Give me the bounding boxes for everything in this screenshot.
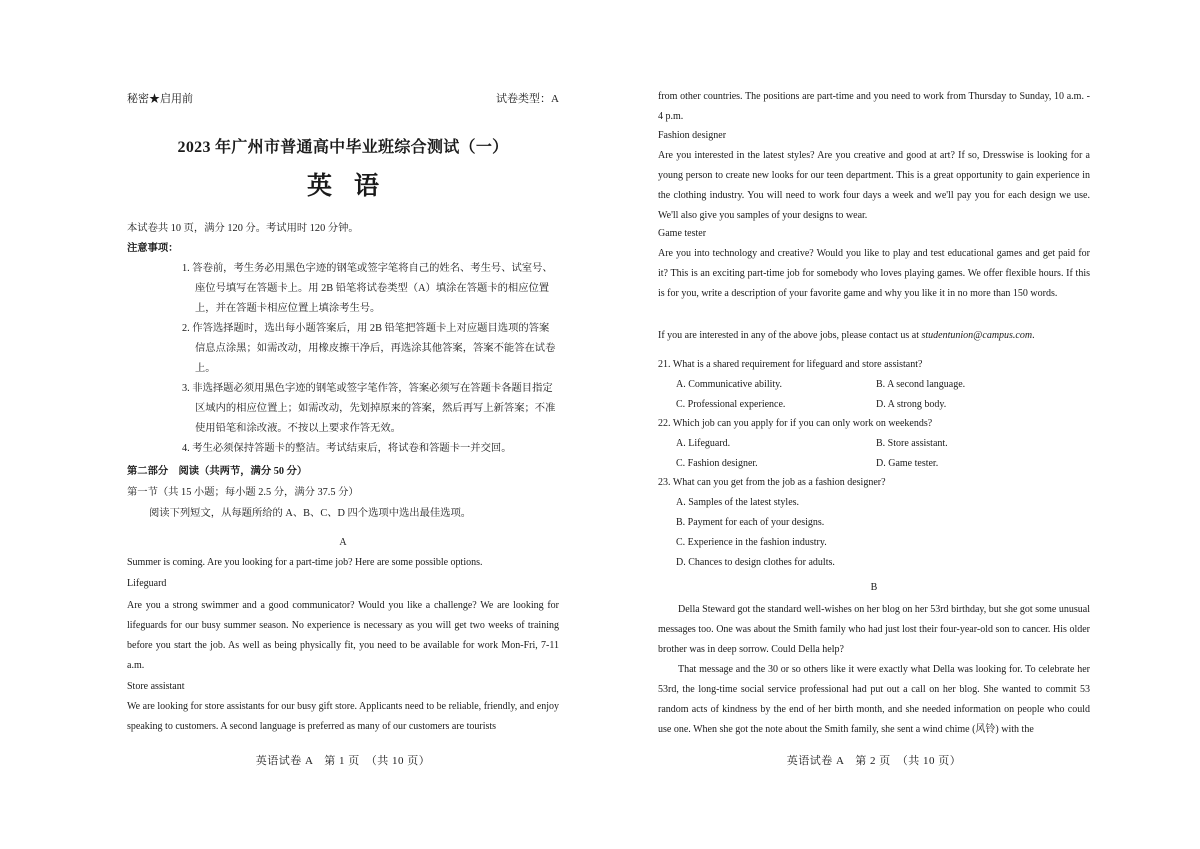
confidential-label: 秘密★启用前	[127, 93, 193, 105]
question-23	[658, 473, 1090, 573]
game-tester-heading: Game tester	[658, 228, 707, 239]
passage-b-paragraph-1: Della Steward got the standard well-wishes on her blog on her 53rd birthday, but she got some unusual messages too. One was about the Smith family who had just lost their four-year-old son to cancer. His older brother was in deep sorrow. Could Della help?	[658, 604, 1090, 655]
options-row	[658, 434, 1090, 454]
fashion-designer-text: Are you interested in the latest styles? Are you creative and good at art? If so, Dresswise is looking for a young person to create new looks for our teen department. This is a great opportunity to gain experience in the clothing industry. You will need to work four days a week and we'll pay you for each design we use. We'll also give you samples of your designs to wear.	[658, 150, 1090, 221]
question-22	[658, 414, 1090, 474]
exam-page-2	[658, 0, 1090, 849]
option-d: D. Chances to design clothes for adults.	[676, 557, 835, 568]
contact-suffix: .	[1032, 330, 1035, 341]
notice-heading: 注意事项：	[127, 243, 179, 254]
passage-a-intro: Summer is coming. Are you looking for a part-time job? Here are some possible options.	[127, 557, 483, 568]
passage-a-label: A	[339, 537, 347, 548]
intro-text: 本试卷共 10 页，满分 120 分。考试用时 120 分钟。	[127, 223, 359, 234]
paper-type-label: 试卷类型：A	[496, 93, 559, 105]
game-tester-text: Are you into technology and creative? Would you like to play and test educational games and get paid for it? This is an exciting part-time job for somebody who loves playing games. We offer flexible hours. If this is for you, write a description of your favorite game and why you like it in no more than 150 words.	[658, 248, 1090, 299]
header-row	[127, 90, 559, 104]
options-row	[658, 454, 1090, 474]
passage-b-paragraph-2: That message and the 30 or so others like it were exactly what Della was looking for. To celebrate her 53rd, the long-time social service professional had put out a call on her blog. She wanted to commit 53 random acts of kindness by the end of her birth month, and she needed information on people who could use one. When she got the note about the Smith family, she sent a wind chime (风铃) with the	[658, 664, 1090, 735]
option-c: C. Fashion designer.	[676, 458, 758, 469]
option-a: A. Communicative ability.	[676, 379, 783, 390]
option-a: A. Lifeguard.	[676, 438, 731, 449]
exam-title: 2023 年广州市普通高中毕业班综合测试（一）	[177, 139, 509, 156]
passage-b-label: B	[870, 582, 878, 593]
option-b: B. Payment for each of your designs.	[676, 517, 825, 528]
section1-instruction: 阅读下列短文，从每题所给的 A、B、C、D 四个选项中选出最佳选项。	[149, 508, 472, 519]
option-a: A. Samples of the latest styles.	[676, 497, 800, 508]
question-stem: 23. What can you get from the job as a fashion designer?	[658, 477, 886, 488]
notice-item: 3. 非选择题必须用黑色字迹的钢笔或签字笔作答，答案必须写在答题卡各题目指定区域内的相应位置上；如需改动，先划掉原来的答案，然后再写上新答案；不准使用铅笔和涂改液。不按以上要求作答无效。	[182, 383, 556, 434]
contact-prefix: If you are interested in any of the above jobs, please contact us at	[658, 330, 922, 341]
question-21	[658, 355, 1090, 415]
part2-heading: 第二部分 阅读（共两节，满分 50 分）	[127, 466, 308, 477]
notice-list	[182, 259, 559, 459]
options-row	[658, 375, 1090, 395]
question-stem: 21. What is a shared requirement for lifeguard and store assistant?	[658, 359, 923, 370]
option-c: C. Professional experience.	[676, 399, 786, 410]
notice-item: 1. 答卷前，考生务必用黑色字迹的钢笔或签字笔将自己的姓名、考生号、试室号、座位号填写在答题卡上。用 2B 铅笔将试卷类型（A）填涂在答题卡的相应位置上，并在答题卡相应位置上填涂考生号。	[182, 263, 553, 314]
store-assistant-text-continued: from other countries. The positions are part-time and you need to work from Thursday to Sunday, 10 a.m. - 4 p.m.	[658, 91, 1090, 122]
store-assistant-heading: Store assistant	[127, 681, 185, 692]
option-c: C. Experience in the fashion industry.	[676, 537, 827, 548]
fashion-designer-heading: Fashion designer	[658, 130, 727, 141]
page-footer: 英语试卷 A 第 2 页 （共 10 页）	[786, 755, 962, 767]
contact-email: studentunion@campus.com	[921, 330, 1033, 341]
lifeguard-text: Are you a strong swimmer and a good communicator? Would you like a challenge? We are looking for lifeguards for our busy summer season. No experience is necessary as you will get two weeks of training before you start the job. As well as being physically fit, you need to be available for work Mon-Fri, 7-11 a.m.	[127, 600, 559, 671]
option-b: B. Store assistant.	[876, 438, 948, 449]
notice-item: 4. 考生必须保持答题卡的整洁。考试结束后，将试卷和答题卡一并交回。	[182, 443, 512, 454]
section1-heading: 第一节（共 15 小题；每小题 2.5 分，满分 37.5 分）	[127, 487, 359, 498]
options-row	[658, 395, 1090, 415]
subject-title: 英语	[306, 173, 401, 200]
option-d: D. A strong body.	[876, 399, 947, 410]
contact-line	[658, 326, 1090, 346]
option-d: D. Game tester.	[876, 458, 939, 469]
lifeguard-heading: Lifeguard	[127, 578, 167, 589]
question-stem: 22. Which job can you apply for if you can only work on weekends?	[658, 418, 933, 429]
option-b: B. A second language.	[876, 379, 966, 390]
notice-item: 2. 作答选择题时，选出每小题答案后，用 2B 铅笔把答题卡上对应题目选项的答案信息点涂黑；如需改动，用橡皮擦干净后，再选涂其他答案，答案不能答在试卷上。	[182, 323, 556, 374]
exam-page-1	[127, 0, 559, 849]
store-assistant-text: We are looking for store assistants for our busy gift store. Applicants need to be reliable, friendly, and enjoy speaking to customers. A second language is preferred as many of our customers are tourists	[127, 701, 559, 732]
page-footer: 英语试卷 A 第 1 页 （共 10 页）	[255, 755, 431, 767]
